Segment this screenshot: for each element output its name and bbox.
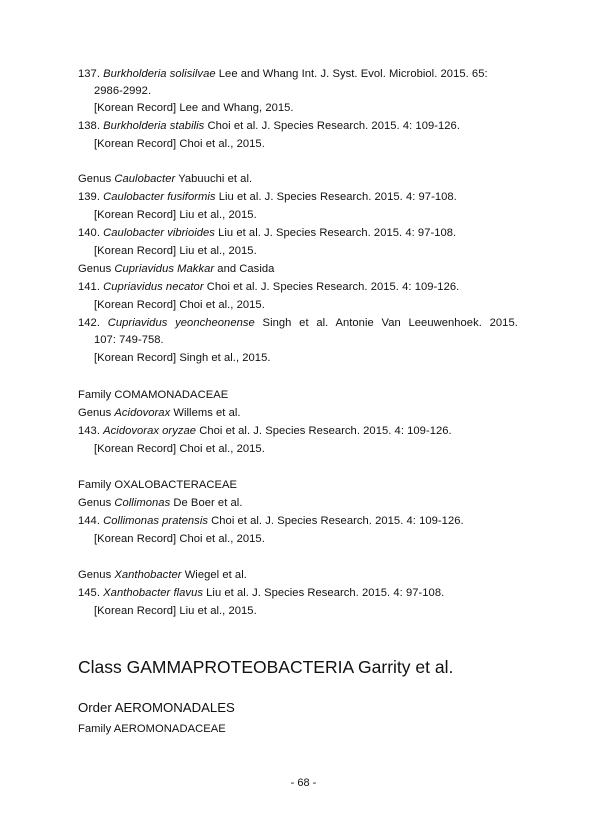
species-entry-141: 141. Cupriavidus necator Choi et al. J. Species Research. 2015. 4: 109-126.	[78, 281, 460, 293]
family-heading-oxalobacteraceae: Family OXALOBACTERACEAE	[78, 479, 238, 491]
entry-142-continuation: 107: 749-758.	[94, 334, 164, 346]
entry-140-korean-record: [Korean Record] Liu et al., 2015.	[94, 245, 257, 257]
entry-141-korean-record: [Korean Record] Choi et al., 2015.	[94, 299, 265, 311]
family-heading-aeromonadaceae: Family AEROMONADACEAE	[78, 723, 226, 735]
entry-142-korean-record: [Korean Record] Singh et al., 2015.	[94, 352, 271, 364]
species-entry-142: 142. Cupriavidus yeoncheonense Singh et al. Antonie Van Leeuwenhoek. 2015.	[78, 317, 518, 329]
entry-137-continuation: 2986-2992.	[94, 85, 152, 97]
entry-144-korean-record: [Korean Record] Choi et al., 2015.	[94, 533, 265, 545]
species-entry-145: 145. Xanthobacter flavus Liu et al. J. Species Research. 2015. 4: 97-108.	[78, 587, 445, 599]
species-entry-138: 138. Burkholderia stabilis Choi et al. J. Species Research. 2015. 4: 109-126.	[78, 120, 460, 132]
entry-143-korean-record: [Korean Record] Choi et al., 2015.	[94, 443, 265, 455]
species-entry-144: 144. Collimonas pratensis Choi et al. J. Species Research. 2015. 4: 109-126.	[78, 515, 464, 527]
entry-139-korean-record: [Korean Record] Liu et al., 2015.	[94, 209, 257, 221]
genus-heading-cupriavidus: Genus Cupriavidus Makkar and Casida	[78, 263, 275, 275]
entry-145-korean-record: [Korean Record] Liu et al., 2015.	[94, 605, 257, 617]
species-entry-143: 143. Acidovorax oryzae Choi et al. J. Species Research. 2015. 4: 109-126.	[78, 425, 452, 437]
page-number: - 68 -	[290, 777, 317, 789]
genus-heading-xanthobacter: Genus Xanthobacter Wiegel et al.	[78, 569, 247, 581]
entry-138-korean-record: [Korean Record] Choi et al., 2015.	[94, 138, 265, 150]
genus-heading-caulobacter: Genus Caulobacter Yabuuchi et al.	[78, 173, 253, 185]
species-entry-140: 140. Caulobacter vibrioides Liu et al. J. Species Research. 2015. 4: 97-108.	[78, 227, 457, 239]
family-heading-comamonadaceae: Family COMAMONADACEAE	[78, 389, 229, 401]
genus-heading-collimonas: Genus Collimonas De Boer et al.	[78, 497, 243, 509]
species-entry-139: 139. Caulobacter fusiformis Liu et al. J. Species Research. 2015. 4: 97-108.	[78, 191, 457, 203]
entry-137-korean-record: [Korean Record] Lee and Whang, 2015.	[94, 102, 294, 114]
genus-heading-acidovorax: Genus Acidovorax Willems et al.	[78, 407, 241, 419]
species-entry-137: 137. Burkholderia solisilvae Lee and Whang Int. J. Syst. Evol. Microbiol. 2015. 65:	[78, 68, 488, 80]
class-heading: Class GAMMAPROTEOBACTERIA Garrity et al.	[78, 657, 454, 677]
order-heading: Order AEROMONADALES	[78, 700, 235, 715]
